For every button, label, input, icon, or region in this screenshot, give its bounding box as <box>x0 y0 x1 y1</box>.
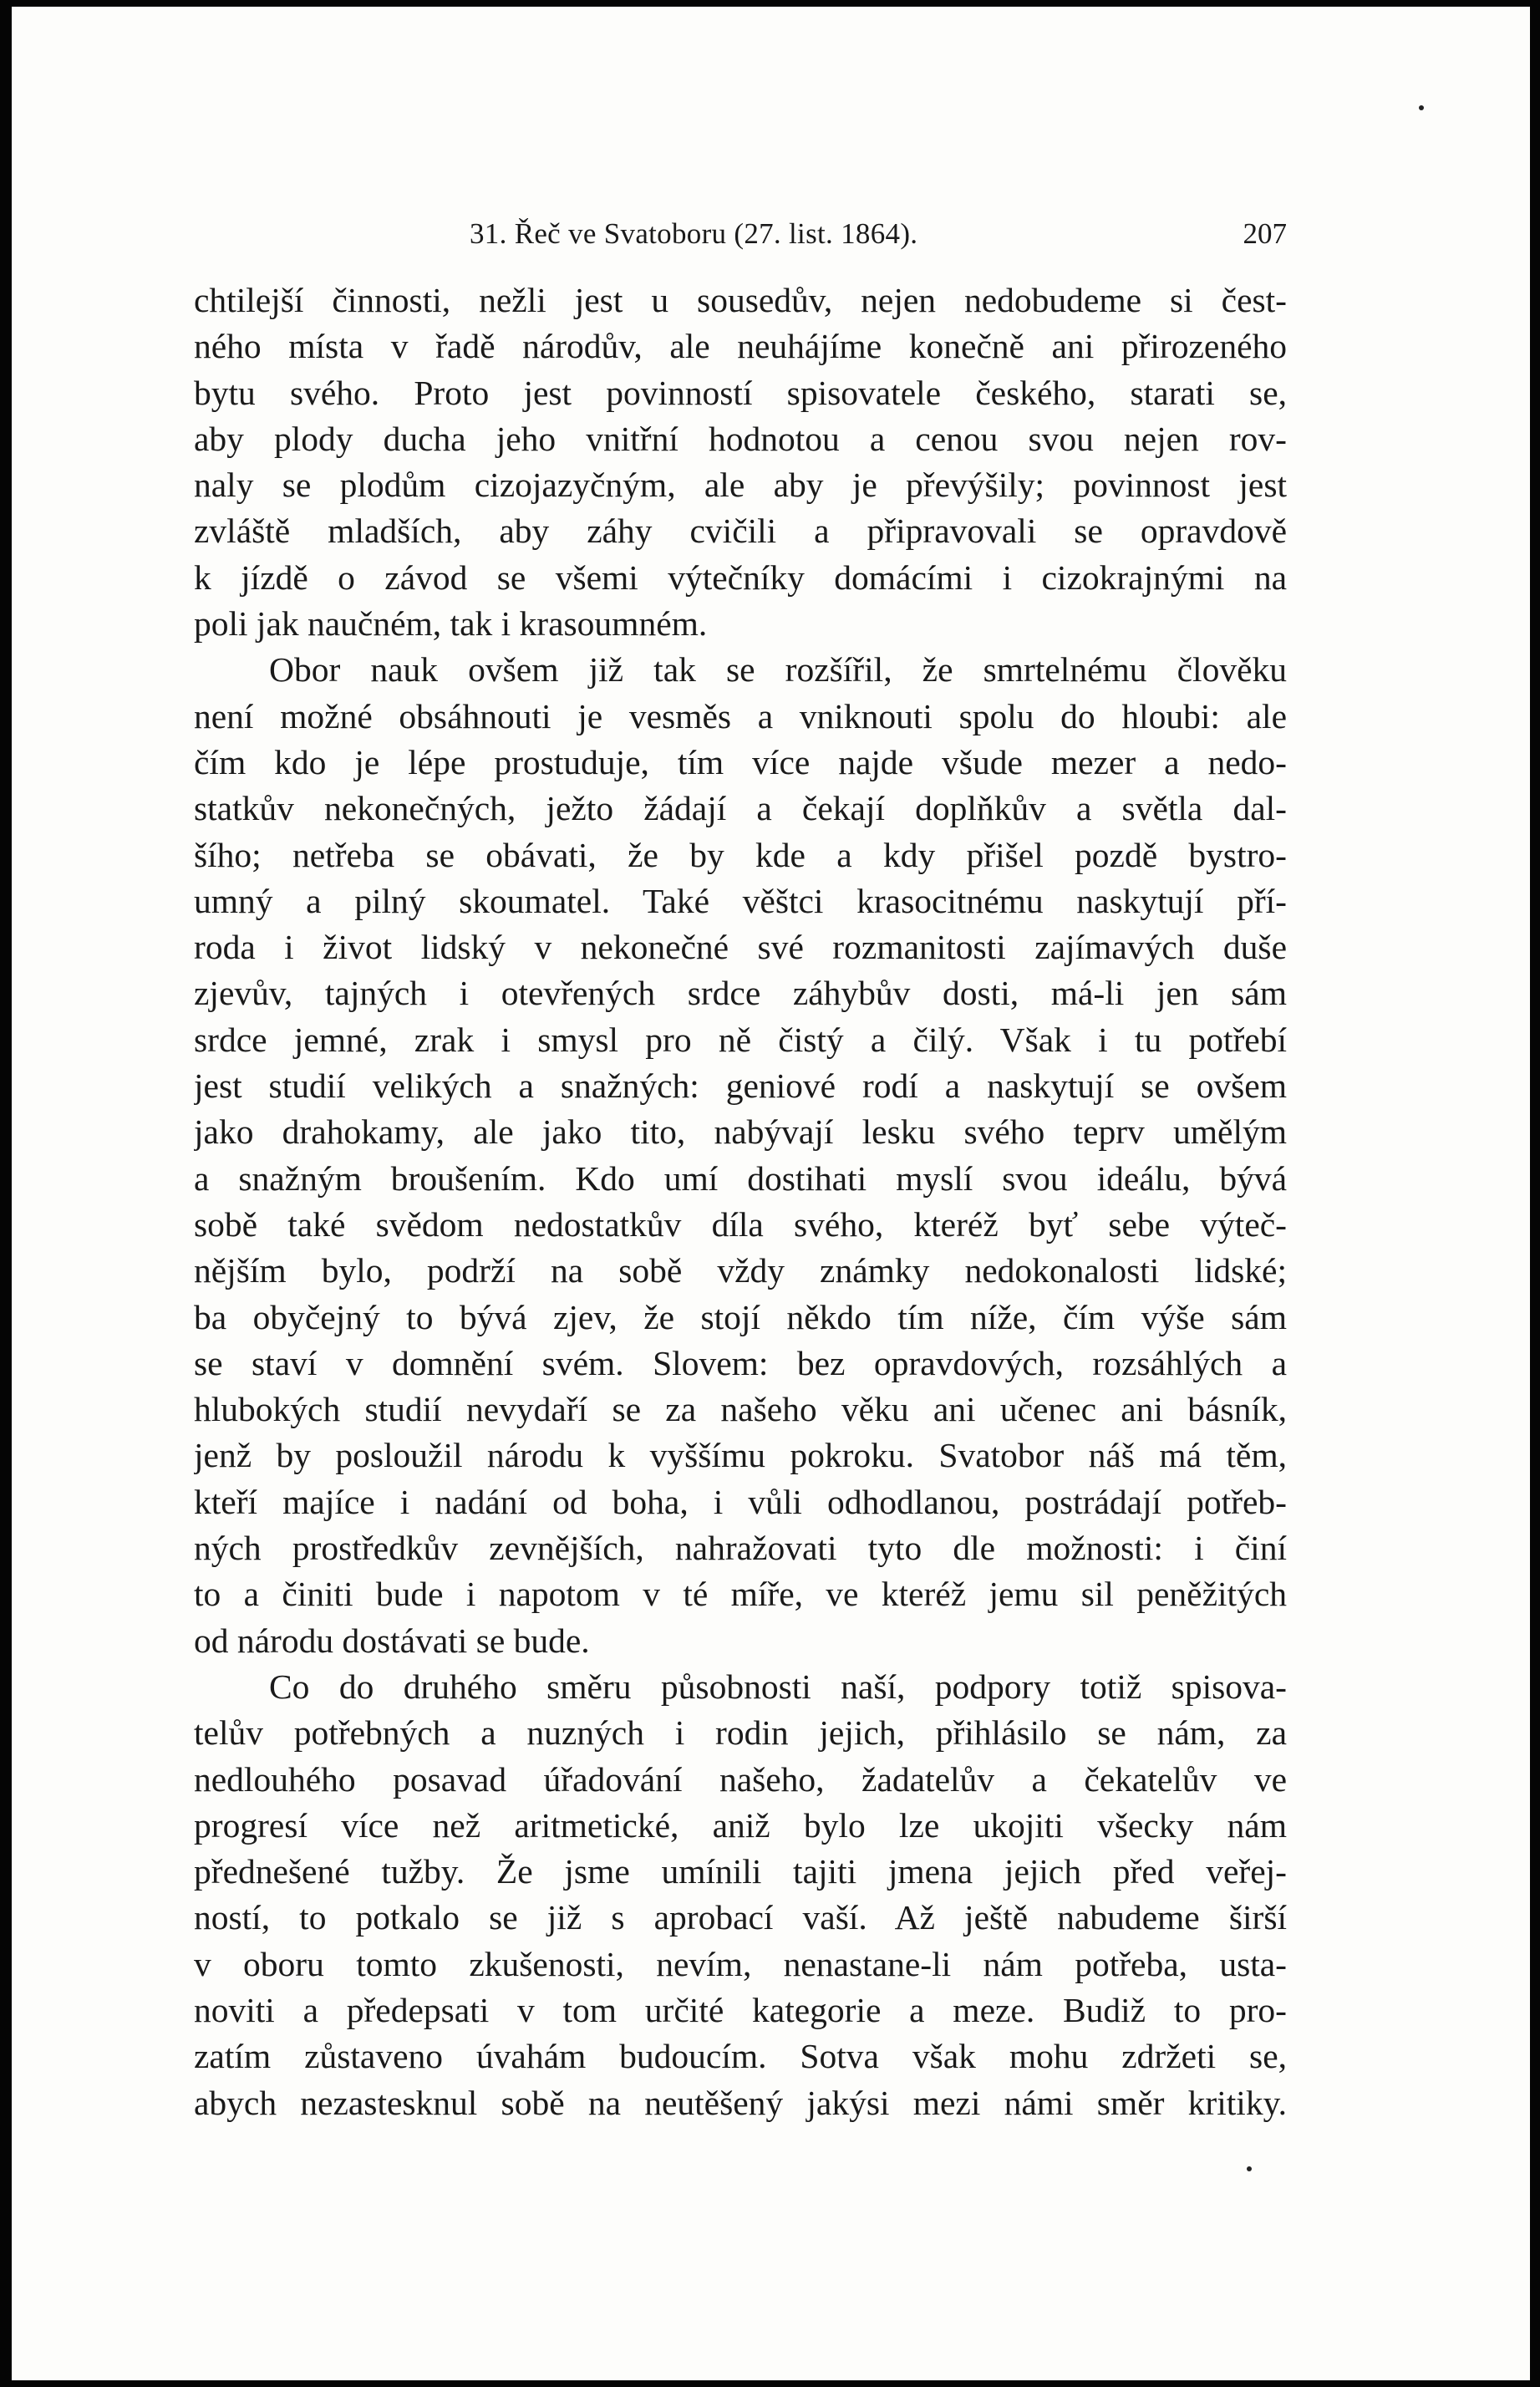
text-line: naly se plodům cizojazyčným, ale aby je převýšily; povinnost jest <box>194 466 1287 505</box>
text-line: Obor nauk ovšem již tak se rozšířil, že smrtelnému člověku <box>269 650 1287 690</box>
scan-bottom-edge <box>0 2380 1540 2387</box>
scan-left-edge <box>0 0 12 2387</box>
text-line: k jízdě o závod se všemi výtečníky domácími i cizokrajnými na <box>194 557 1287 597</box>
text-line: se staví v domnění svém. Slovem: bez opravdových, rozsáhlých a <box>194 1343 1287 1382</box>
text-line: telův potřebných a nuzných i rodin jejich, přihlásilo se nám, za <box>194 1713 1287 1753</box>
text-line: progresí více než aritmetické, aniž bylo lze ukojiti všecky nám <box>194 1805 1287 1845</box>
text-line: jenž by posloužil národu k vyššímu pokroku. Svatobor náš má těm, <box>194 1436 1287 1475</box>
text-line: sobě také svědom nedostatkův díla svého, kteréž byť sebe výteč- <box>194 1204 1287 1244</box>
paragraph-1 <box>194 277 1287 647</box>
text-line: zatím zůstaveno úvahám budoucím. Sotva však mohu zdržeti se, <box>194 2037 1287 2076</box>
page-header <box>194 212 1287 262</box>
scan-speck <box>1419 105 1424 110</box>
text-line: od národu dostávati se bude. <box>194 1621 590 1660</box>
paragraph-3 <box>194 1664 1287 2126</box>
text-line: poli jak naučném, tak i krasoumném. <box>194 604 708 644</box>
text-line: hlubokých studií nevydaří se za našeho věku ani učenec ani básník, <box>194 1390 1287 1429</box>
scan-top-edge <box>0 0 1540 7</box>
text-line: chtilejší činnosti, nežli jest u sousedův, nejen nedobudeme si čest- <box>194 281 1287 319</box>
text-line: aby plody ducha jeho vnitřní hodnotou a cenou svou nejen rov- <box>194 419 1287 458</box>
text-line: ba obyčejný to bývá zjev, že stojí někdo tím níže, čím výše sám <box>194 1297 1287 1336</box>
text-line: v oboru tomto zkušenosti, nevím, nenastane-li nám potřeba, usta- <box>194 1944 1287 1983</box>
body-text <box>194 277 1287 2126</box>
text-line: nedlouhého posavad úřadování našeho, žadatelův a čekatelův ve <box>194 1759 1287 1799</box>
text-line: šího; netřeba se obávati, že by kde a kdy přišel pozdě bystro- <box>194 835 1287 874</box>
text-line: statkův nekonečných, ježto žádají a čekají doplňkův a světla dal- <box>194 789 1287 828</box>
text-line: roda i život lidský v nekonečné své rozmanitosti zajímavých duše <box>194 928 1287 967</box>
text-line: není možné obsáhnouti je vesměs a vniknouti spolu do hloubi: ale <box>194 696 1287 735</box>
text-line: ných prostředkův zevnějších, nahražovati tyto dle možnosti: i činí <box>194 1529 1287 1568</box>
text-line: ného místa v řadě národův, ale neuhájíme konečně ani přirozeného <box>194 327 1287 366</box>
text-line: noviti a předepsati v tom určité kategorie a meze. Budiž to pro- <box>194 1990 1287 2029</box>
text-line: jako drahokamy, ale jako tito, nabývají lesku svého teprv umělým <box>194 1112 1287 1152</box>
text-line: Co do druhého směru působnosti naší, podpory totiž spisova- <box>269 1667 1287 1706</box>
paragraph-2 <box>194 647 1287 1664</box>
text-line: zvláště mladších, aby záhy cvičili a připravovali se opravdově <box>194 512 1287 551</box>
text-line: umný a pilný skoumatel. Také věštci krasocitnému naskytují pří- <box>194 881 1287 920</box>
text-line: čím kdo je lépe prostuduje, tím více najde všude mezer a nedo- <box>194 742 1287 781</box>
text-line: nějším bylo, podrží na sobě vždy známky nedokonalosti lidské; <box>194 1251 1287 1290</box>
text-line: kteří majíce i nadání od boha, i vůli odhodlanou, postrádají potřeb- <box>194 1482 1287 1521</box>
text-line: srdce jemné, zrak i smysl pro ně čistý a čilý. Však i tu potřebí <box>194 1020 1287 1059</box>
text-line: abych nezastesknul sobě na neutěšený jakýsi mezi námi směr kritiky. <box>194 2083 1287 2122</box>
scan-speck <box>1247 2166 1252 2171</box>
text-line: přednešené tužby. Že jsme umínili tajiti jmena jejich před veřej- <box>194 1852 1287 1891</box>
text-line: ností, to potkalo se již s aprobací vaší. Až ještě nabudeme širší <box>194 1898 1287 1937</box>
text-line: zjevův, tajných i otevřených srdce záhybův dosti, má-li jen sám <box>194 974 1287 1013</box>
text-line: jest studií velikých a snažných: geniové rodí a naskytují se ovšem <box>194 1066 1287 1106</box>
page-number: 207 <box>1243 217 1287 250</box>
text-line: to a činiti bude i napotom v té míře, ve kteréž jemu sil peněžitých <box>194 1575 1287 1614</box>
running-title: 31. Řeč ve Svatoboru (27. list. 1864). <box>470 217 918 250</box>
text-line: a snažným broušením. Kdo umí dostihati myslí svou ideálu, bývá <box>194 1158 1287 1198</box>
text-line: bytu svého. Proto jest povinností spisovatele českého, starati se, <box>194 373 1287 412</box>
scan-right-edge <box>1530 0 1540 2387</box>
